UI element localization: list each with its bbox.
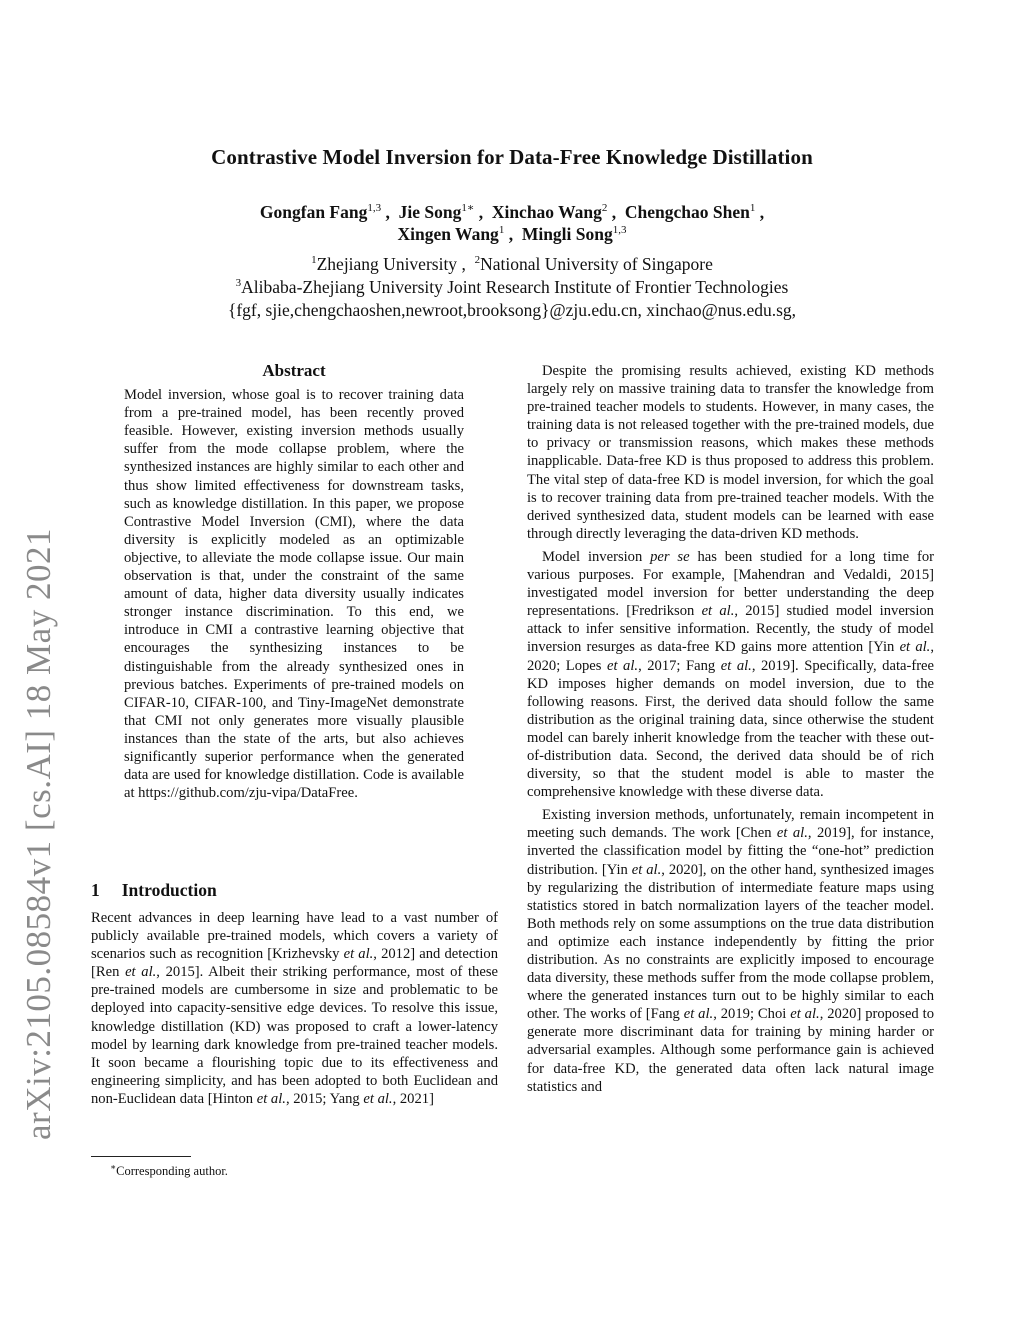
italic-run: et al. bbox=[256, 1090, 286, 1107]
text-run: , 2020] proposed to generate more discriminant data for training by mining harder or adversarial examples. Although some performance gain is achieved for data-free KD, the generated data often lack natural image statistics and bbox=[527, 1006, 934, 1095]
text-run: , 2017; Fang bbox=[638, 657, 721, 674]
author-line-1: Gongfan Fang$^{1,3}$ , Jie Song$^{1∗}$ , Xinchao Wang$^2$ , Chengchao Shen$^1$ , bbox=[259, 201, 765, 222]
text-run: Model inversion bbox=[542, 548, 651, 565]
text-run: has been studied for a long time for various purposes. For example, [Mahendran and Vedaldi, 2015] investigated model inversion for better understanding the deep representations. [Fredrikson bbox=[527, 548, 934, 620]
affiliation: Zhejiang University bbox=[316, 253, 458, 274]
footnote-marker: ∗ bbox=[110, 1162, 117, 1172]
affil-sup: 3 bbox=[235, 277, 242, 289]
author-line-2: Xingen Wang$^1$ , Mingli Song$^{1,3}$ bbox=[397, 223, 627, 244]
italic-run: et al. bbox=[701, 603, 735, 620]
body-paragraph bbox=[527, 548, 934, 801]
author-name: Mingli Song bbox=[521, 223, 613, 244]
text-run: , 2015] studied model inversion attack to infer sensitive information. Recently, the study of model inversion resurges as data-free KD gains more attention [Yin bbox=[527, 603, 934, 656]
section-title: Introduction bbox=[121, 880, 217, 900]
author-emails: {fgf, sjie,chengchaoshen,newroot,brooksong}@zju.edu.cn, xinchao@nus.edu.sg, bbox=[227, 300, 797, 320]
italic-run: et al. bbox=[720, 657, 752, 674]
italic-run: et al. bbox=[790, 1006, 820, 1023]
author-affil-sup: 1,3 bbox=[612, 224, 627, 236]
affil-sup: 1 bbox=[311, 254, 317, 266]
italic-run: et al. bbox=[343, 946, 374, 963]
italic-run: et al. bbox=[631, 861, 662, 878]
footnote bbox=[110, 1162, 228, 1179]
italic-run: per se bbox=[650, 548, 690, 565]
text-run: Existing inversion methods, unfortunately, remain incompetent in meeting such demands. The work [Chen bbox=[527, 807, 934, 842]
italic-run: et al. bbox=[606, 657, 639, 674]
right-column bbox=[527, 362, 934, 1101]
abstract-text: Model inversion, whose goal is to recover training data from a pre-trained model, has been recently proved feasible. However, existing inversion methods usually suffer from the mode collapse problem, where the synthesized instances are highly similar to each other and thus show limited effectiveness for downstream tasks, such as knowledge distillation. In this paper, we propose Contrastive Model Inversion (CMI), where the data diversity is explicitly modeled as an optimizable objective, to alleviate the mode collapse issue. Our main observation is that, under the constraint of the same amount of data, higher data diversity usually indicates stronger instance discrimination. To this end, we introduce in CMI a contrastive learning objective that encourages the synthesizing instances to be distinguishable from the already synthesized ones in previous batches. Experiments of pre-trained models on CIFAR-10, CIFAR-100, and Tiny-ImageNet demonstrate that CMI not only generates more visually plausible instances than the state of the arts, but also achieves significantly superior performance when the generated data are used for knowledge distillation. Code is available at https://github.com/zju-vipa/DataFree. bbox=[124, 387, 464, 802]
affiliation-line-2 bbox=[0, 272, 1024, 298]
italic-run: et al. bbox=[363, 1090, 393, 1107]
footnote-rule bbox=[91, 1156, 191, 1157]
author-affil-sup: 2 bbox=[601, 202, 608, 214]
author-affil-sup: 1 bbox=[749, 202, 756, 214]
text-run: , 2019], for instance, inverted the classification model by fitting the “one-hot” prediction distribution. [Yin bbox=[527, 825, 934, 878]
italic-run: et al. bbox=[683, 1006, 714, 1023]
italic-run: et al. bbox=[899, 639, 931, 656]
body-paragraph: Despite the promising results achieved, existing KD methods largely rely on massive training data to transfer the knowledge from pre-trained teacher models to students. However, in many cases, the training data is not released together with the pre-trained models, due to privacy or transmission reasons, which makes these methods inapplicable. Data-free KD is thus proposed to address this problem. The vital step of data-free KD is model inversion, for which the goal is to recover training data from pre-trained teacher models. With the derived synthesized data, student models can be learned with ease through directly leveraging the data-driven KD methods. bbox=[527, 363, 934, 542]
section-heading bbox=[91, 880, 217, 901]
author-name: Jie Song bbox=[398, 201, 462, 222]
section-number: 1 bbox=[91, 880, 100, 900]
footnote-text: Corresponding author. bbox=[116, 1164, 228, 1179]
italic-run: et al. bbox=[125, 964, 157, 981]
author-name: Xinchao Wang bbox=[491, 201, 602, 222]
affiliation: National University of Singapore bbox=[480, 253, 713, 274]
text-run: , 2012] and detection [Ren bbox=[91, 946, 499, 981]
italic-run: et al. bbox=[776, 825, 808, 842]
author-name: Xingen Wang bbox=[397, 223, 499, 244]
author-affil-sup: 1 bbox=[498, 224, 505, 236]
intro-paragraph bbox=[91, 909, 498, 1108]
text-run: , 2019; Choi bbox=[713, 1006, 791, 1023]
affiliation-line-1: $^1$Zhejiang University , $^2$National University of Singapore bbox=[311, 253, 713, 274]
affil-sup: 2 bbox=[474, 254, 481, 266]
body-paragraph bbox=[527, 806, 934, 1096]
author-affil-sup: 1∗ bbox=[461, 202, 475, 214]
arxiv-stamp: arXiv:2105.08584v1 [cs.AI] 18 May 2021 bbox=[19, 528, 58, 1140]
text-run: , 2021] bbox=[392, 1090, 434, 1107]
intro-column bbox=[91, 909, 498, 1108]
text-run: , 2020; Lopes bbox=[527, 639, 934, 674]
affiliation: Alibaba-Zhejiang University Joint Research Institute of Frontier Technologies bbox=[241, 276, 789, 297]
author-name: Gongfan Fang bbox=[259, 201, 368, 222]
author-affil-sup: 1,3 bbox=[367, 202, 382, 214]
text-run: , 2020], on the other hand, synthesized images by regularizing the distribution of intermediate feature maps using statistics stored in batch normalization layers of the teacher model. Both methods rely on some assumptions on the true data distribution and optimize each instance independently by fitting the prior distribution. As no constraints are explicitly imposed to encourage data diversity, these methods suffer from the mode collapse problem, where the generated instances turn out to be highly similar to each other. The works of [Fang bbox=[527, 861, 935, 1023]
text-run: , 2019]. Specifically, data-free KD imposes higher demands on model inversion, due to the following reasons. First, the derived data should follow the same distribution as the original training data, since otherwise the student model can barely inherit knowledge from the teacher with these out-of-distribution data. Second, the derived data should be of rich diversity, so that the student model is able to master the comprehensive knowledge with these diverse data. bbox=[527, 657, 935, 801]
paper-title: Contrastive Model Inversion for Data-Free Knowledge Distillation bbox=[211, 145, 813, 169]
abstract bbox=[124, 362, 464, 802]
author-name: Chengchao Shen bbox=[624, 201, 750, 222]
abstract-heading: Abstract bbox=[262, 361, 326, 380]
text-run: Recent advances in deep learning have lead to a vast number of publicly available pre-trained models, which covers a variety of scenarios such as recognition [Krizhevsky bbox=[91, 910, 498, 963]
text-run: , 2015; Yang bbox=[285, 1090, 364, 1107]
text-run: , 2015]. Albeit their striking performance, most of these pre-trained models are cumbersome in size and problematic to be deployed into capacity-sensitive edge devices. To resolve this issue, knowledge distillation (KD) was proposed to craft a lower-latency model by learning dark knowledge from pre-trained teacher models. It soon became a flourishing topic due to its effectiveness and engineering simplicity, and has been adopted to both Euclidean and non-Euclidean data [Hinton bbox=[91, 964, 498, 1107]
